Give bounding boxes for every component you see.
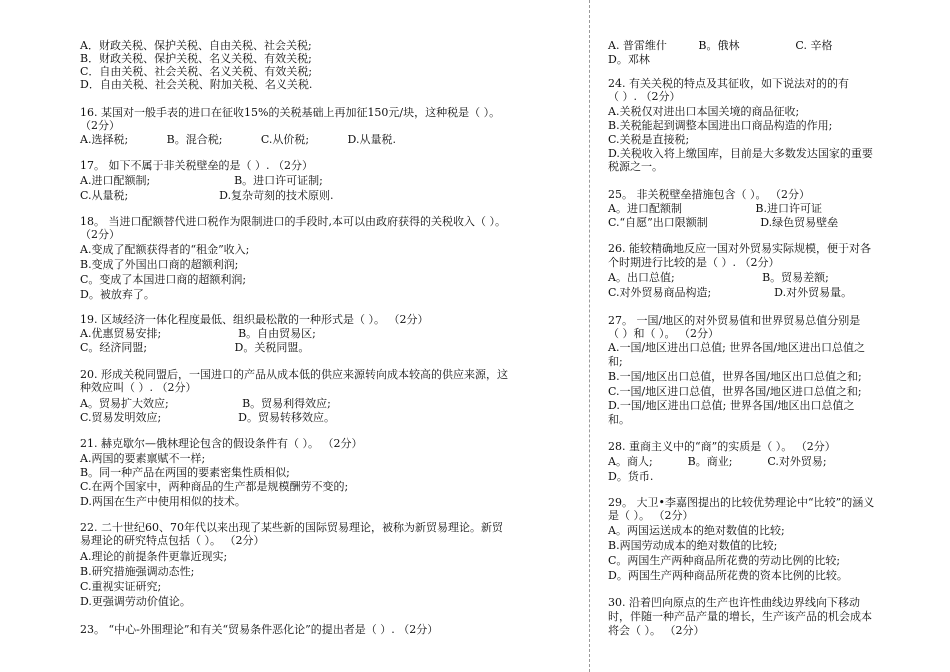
left-text-line: B。同一种产品在两国的要素密集性质相似; <box>80 466 290 479</box>
right-text-line: （ ）. （2分） <box>608 90 681 103</box>
left-text-line: C.在两个国家中，两种商品的生产都是规模酬劳不变的; <box>80 480 349 493</box>
right-text-line: 27。 一国/地区的对外贸易值和世界贸易总值分别是 <box>608 314 861 327</box>
right-text-line: B.一国/地区出口总值，世界各国/地区出口总值之和; <box>608 370 862 383</box>
right-text-line: C.一国/地区进口总值，世界各国/地区进口总值之和; <box>608 385 862 398</box>
right-text-line: A。进口配额制 B.进口许可证 <box>608 202 822 215</box>
left-text-line: 23。 “中心-外围理论”和有关“贸易条件恶化论”的提出者是（ ）. （2分） <box>80 623 439 636</box>
right-text-line: A。商人; B。商业; C.对外贸易; <box>608 455 827 468</box>
left-text-line: A.选择税; B。混合税; C.从价税; D.从量税. <box>80 133 396 146</box>
column-divider <box>589 0 590 672</box>
right-text-line: 28. 重商主义中的“商”的实质是（ ）。 （2分） <box>608 440 836 453</box>
left-text-line: C。经济同盟; D。关税同盟。 <box>80 341 310 354</box>
right-text-line: 税源之一。 <box>608 160 663 173</box>
left-text-line: 18。 当进口配额替代进口税作为限制进口的手段时,本可以由政府获得的关税收入（ ）。 <box>80 215 506 228</box>
left-text-line: （2分） <box>80 119 120 132</box>
right-text-line: A. 普雷维什 B。俄林 C. 辛格 <box>608 39 833 52</box>
right-text-line: 29。 大卫•李嘉图提出的比较优势理论中“比较”的涵义 <box>608 496 875 509</box>
left-text-line: 20. 形成关税同盟后，一国进口的产品从成本低的供应来源转向成本较高的供应来源，这 <box>80 368 508 381</box>
right-text-line: D.一国/地区进出口总值; 世界各国/地区出口总值之 <box>608 399 855 412</box>
right-text-line: A。出口总值; B。贸易差额; <box>608 271 829 284</box>
left-text-line: 21. 赫克歇尔—俄林理论包含的假设条件有（ ）。 （2分） <box>80 437 363 450</box>
left-text-line: C。变成了本国进口商的超额利润; <box>80 273 247 286</box>
left-text-line: A.两国的要素禀赋不一样; <box>80 452 206 465</box>
left-text-line: A.进口配额制; B。进口许可证制; <box>80 174 323 187</box>
right-text-line: B.两国劳动成本的绝对数值的比较; <box>608 539 778 552</box>
left-text-line: B．财政关税、保护关税、名义关税、有效关税; <box>80 52 312 65</box>
right-text-line: 24. 有关关税的特点及其征收，如下说法对的的有 <box>608 77 849 90</box>
right-text-line: 25。 非关税壁垒措施包含（ ）。 （2分） <box>608 188 810 201</box>
left-text-line: D.更强调劳动价值论。 <box>80 595 191 608</box>
left-text-line: A.优惠贸易安排; B。自由贸易区; <box>80 327 316 340</box>
right-text-line: A.关税仅对进出口本国关境的商品征收; <box>608 105 800 118</box>
right-text-line: 26. 能较精确地反应一国对外贸易实际规模，便于对各 <box>608 242 871 255</box>
left-text-line: 17。 如下不属于非关税壁垒的是（ ）. （2分） <box>80 159 313 172</box>
right-text-line: 个时期进行比较的是（ ）. （2分） <box>608 256 780 269</box>
right-text-line: D。货币. <box>608 470 654 483</box>
right-text-line: C.“自愿”出口限额制 D.绿色贸易壁垒 <box>608 216 839 229</box>
left-text-line: C.重视实证研究; <box>80 580 162 593</box>
left-text-line: B.研究措施强调动态性; <box>80 565 195 578</box>
right-text-line: B.关税能起到调整本国进出口商品构造的作用; <box>608 119 833 132</box>
right-text-line: D。两国生产两种商品所花费的资本比例的比较。 <box>608 569 848 582</box>
left-text-line: （2分） <box>80 228 120 241</box>
left-text-line: C.贸易发明效应; D。贸易转移效应。 <box>80 411 335 424</box>
right-text-line: 30. 沿着凹向原点的生产也许性曲线边界线向下移动 <box>608 596 860 609</box>
left-text-line: D.两国在生产中使用相似的技术。 <box>80 495 246 508</box>
right-text-line: C。两国生产两种商品所花费的劳动比例的比较; <box>608 554 841 567</box>
left-text-line: A．财政关税、保护关税、自由关税、社会关税; <box>80 39 312 52</box>
right-text-line: 是（ ）。 （2分） <box>608 509 694 522</box>
left-text-line: A.理论的前提条件更靠近现实; <box>80 550 228 563</box>
left-text-line: A.变成了配额获得者的“租金”收入; <box>80 243 250 256</box>
left-text-line: A。贸易扩大效应; B。贸易利得效应; <box>80 397 331 410</box>
right-text-line: 和。 <box>608 413 630 426</box>
right-text-line: C.对外贸易商品构造; D.对外贸易量。 <box>608 286 853 299</box>
right-text-line: 和; <box>608 355 623 368</box>
right-text-line: D。邓林 <box>608 53 650 66</box>
left-text-line: 种效应叫（ ）. （2分） <box>80 381 197 394</box>
left-text-line: 22. 二十世纪60、70年代以来出现了某些新的国际贸易理论，被称为新贸易理论。新贸 <box>80 521 503 534</box>
left-text-line: C．自由关税、社会关税、名义关税、有效关税; <box>80 65 313 78</box>
right-text-line: 将会（ ）。 （2分） <box>608 624 705 637</box>
left-text-line: B.变成了外国出口商的超额利润; <box>80 258 239 271</box>
left-text-line: D．自由关税、社会关税、附加关税、名义关税. <box>80 78 313 91</box>
right-text-line: A。两国运送成本的绝对数值的比较; <box>608 524 785 537</box>
right-text-line: A.一国/地区进出口总值; 世界各国/地区进出口总值之 <box>608 341 866 354</box>
right-text-line: D.关税收入将上缴国库，目前是大多数发达国家的重要 <box>608 147 873 160</box>
left-text-line: D。被放弃了。 <box>80 288 155 301</box>
right-text-line: （ ）和（ ）。 （2分） <box>608 327 719 340</box>
left-text-line: C.从量税; D.复杂苛刻的技术原则. <box>80 189 334 202</box>
right-text-line: C.关税是直接税; <box>608 133 690 146</box>
left-text-line: 19. 区域经济一体化程度最低、组织最松散的一种形式是（ ）。 （2分） <box>80 313 429 326</box>
left-text-line: 16. 某国对一般手表的进口在征收15%的关税基础上再加征150元/块，这种税是（ ）。 <box>80 106 501 119</box>
right-text-line: 时，伴随一种产品产量的增长，生产该产品的机会成本 <box>608 610 872 623</box>
left-text-line: 易理论的研究特点包括（ ）。 （2分） <box>80 534 265 547</box>
